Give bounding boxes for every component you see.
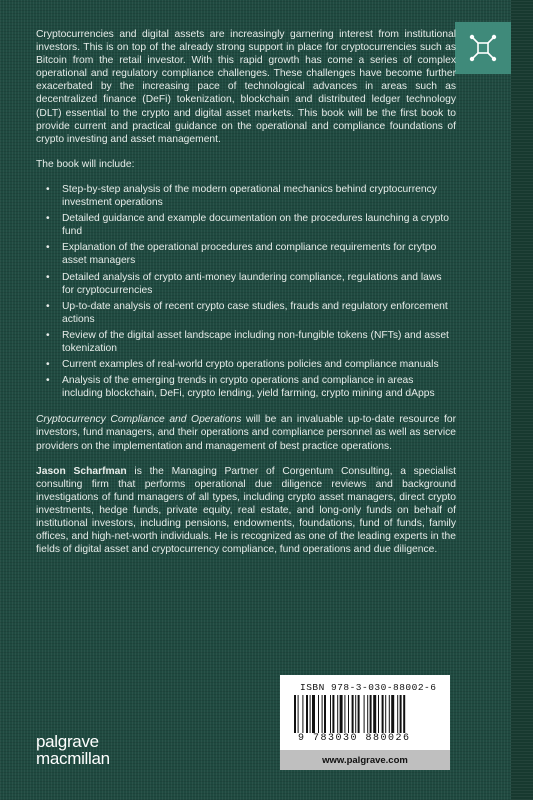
bullet-icon: • <box>46 375 50 387</box>
publisher-wordmark <box>36 733 110 767</box>
barcode-bar <box>310 695 311 733</box>
list-item-text: Detailed guidance and example documentation on the procedures launching a crypto fund <box>62 213 449 238</box>
bullet-icon: • <box>46 300 50 312</box>
barcode-bar <box>355 695 356 733</box>
barcode-bar <box>312 695 315 733</box>
barcode-bar <box>302 695 303 733</box>
list-item <box>36 212 456 238</box>
publisher-website: www.palgrave.com <box>280 750 450 770</box>
author-name: Jason Scharfman <box>36 465 127 477</box>
bullet-icon: • <box>46 359 50 371</box>
publisher-logo-box <box>455 22 511 74</box>
author-bio-paragraph <box>36 465 456 557</box>
barcode-bar <box>367 695 368 733</box>
barcode-bar <box>403 695 405 733</box>
barcode-bar <box>370 695 372 733</box>
list-item-text: Up-to-date analysis of recent crypto case studies, frauds and regulatory enforcement actions <box>62 300 448 325</box>
book-title-italic: Cryptocurrency Compliance and Operations <box>36 414 242 426</box>
bullet-icon: • <box>46 271 50 283</box>
summary-text: will be an invaluable up-to-date resource for investors, fund managers, and their operations and compliance personnel as well as service providers on the implementation and management of best practice operations. <box>36 414 457 452</box>
list-item <box>36 358 456 371</box>
network-logo-icon <box>468 33 498 63</box>
cover-text <box>36 28 456 568</box>
feature-list <box>36 183 456 400</box>
barcode-bar <box>298 695 299 733</box>
summary-paragraph <box>36 413 456 452</box>
list-item-text: Analysis of the emerging trends in crypto operations and compliance in areas including blockchain, DeFi, crypto lending, yield farming, crypto mining and dApps <box>62 375 435 400</box>
list-intro: The book will include: <box>36 158 135 170</box>
list-item <box>36 300 456 326</box>
isbn-label: ISBN 978-3-030-88002-6 <box>300 682 437 693</box>
bullet-icon: • <box>46 329 50 341</box>
barcode-bar <box>397 695 398 733</box>
barcode-bar <box>385 695 386 733</box>
spine-edge <box>511 0 533 800</box>
list-item-text: Current examples of real-world crypto operations policies and compliance manuals <box>62 359 439 371</box>
barcode-bar <box>294 695 296 733</box>
bullet-icon: • <box>46 183 50 195</box>
isbn-barcode-box <box>280 675 450 770</box>
list-item <box>36 271 456 297</box>
list-item-text: Review of the digital asset landscape including non-fungible tokens (NFTs) and asset tokenization <box>62 329 449 354</box>
intro-paragraph: Cryptocurrencies and digital assets are increasingly garnering interest from institutional investors. This is on top of the already strong support in place for cryptocurrencies such as Bitcoin from the retail investor. With this rapid growth has come a series of complex operational and regulatory compliance challenges. These challenges have become further exacerbated by the increasing pace of technological advances in areas such as decentralized finance (DeFi) tokenization, blockchain and distributed ledger technology (DLT) essential to the crypto and digital asset markets. This book will be the first book to provide current and practical guidance on the operational and compliance foundations of crypto investing and asset management. <box>36 29 456 145</box>
barcode-bar <box>318 695 319 733</box>
barcode-bar <box>348 695 349 733</box>
barcode-bar <box>382 695 384 733</box>
barcode-bar <box>306 695 308 733</box>
barcode-bar <box>373 695 376 733</box>
barcode-bar <box>330 695 331 733</box>
barcode-bar <box>340 695 343 733</box>
barcode-bar <box>352 695 354 733</box>
list-item <box>36 329 456 355</box>
barcode-bar <box>378 695 379 733</box>
barcode-bar <box>332 695 334 733</box>
barcode-bar <box>400 695 402 733</box>
barcode-bar <box>337 695 338 733</box>
list-item-text: Detailed analysis of crypto anti-money laundering compliance, regulations and laws for cryptocurrencies <box>62 271 442 296</box>
publisher-name-line2: macmillan <box>36 749 110 768</box>
list-item <box>36 183 456 209</box>
list-item-text: Explanation of the operational procedures and compliance requirements for crytpo asset managers <box>62 242 437 267</box>
bullet-icon: • <box>46 213 50 225</box>
barcode-bar <box>344 695 345 733</box>
publisher-name-line1: palgrave <box>36 732 99 751</box>
barcode-bar <box>324 695 326 733</box>
barcode-graphic <box>292 695 438 733</box>
barcode-digits: 9 783030 880026 <box>298 733 411 744</box>
barcode-bar <box>322 695 323 733</box>
list-item <box>36 374 456 400</box>
list-item-text: Step-by-step analysis of the modern operational mechanics behind cryptocurrency investment operations <box>62 183 437 209</box>
barcode-bar <box>364 695 365 733</box>
author-bio: is the Managing Partner of Corgentum Consulting, a specialist consulting firm that performs operational due diligence reviews and background investigations of fund managers of all types, including crypto asset managers, direct crypto investments, hedge funds, private equity, real estate, and long-only funds on behalf of institutional investors, including pensions, endowments, foundations, fund of funds, family offices, and high-net-worth individuals. He is recognized as one of the leading experts in the fields of digital asset and cryptocurrency compliance, fund operations and due diligence. <box>36 465 456 556</box>
barcode-bar <box>391 695 394 733</box>
barcode-bar <box>389 695 390 733</box>
barcode-bar <box>358 695 360 733</box>
bullet-icon: • <box>46 242 50 254</box>
list-item <box>36 241 456 267</box>
